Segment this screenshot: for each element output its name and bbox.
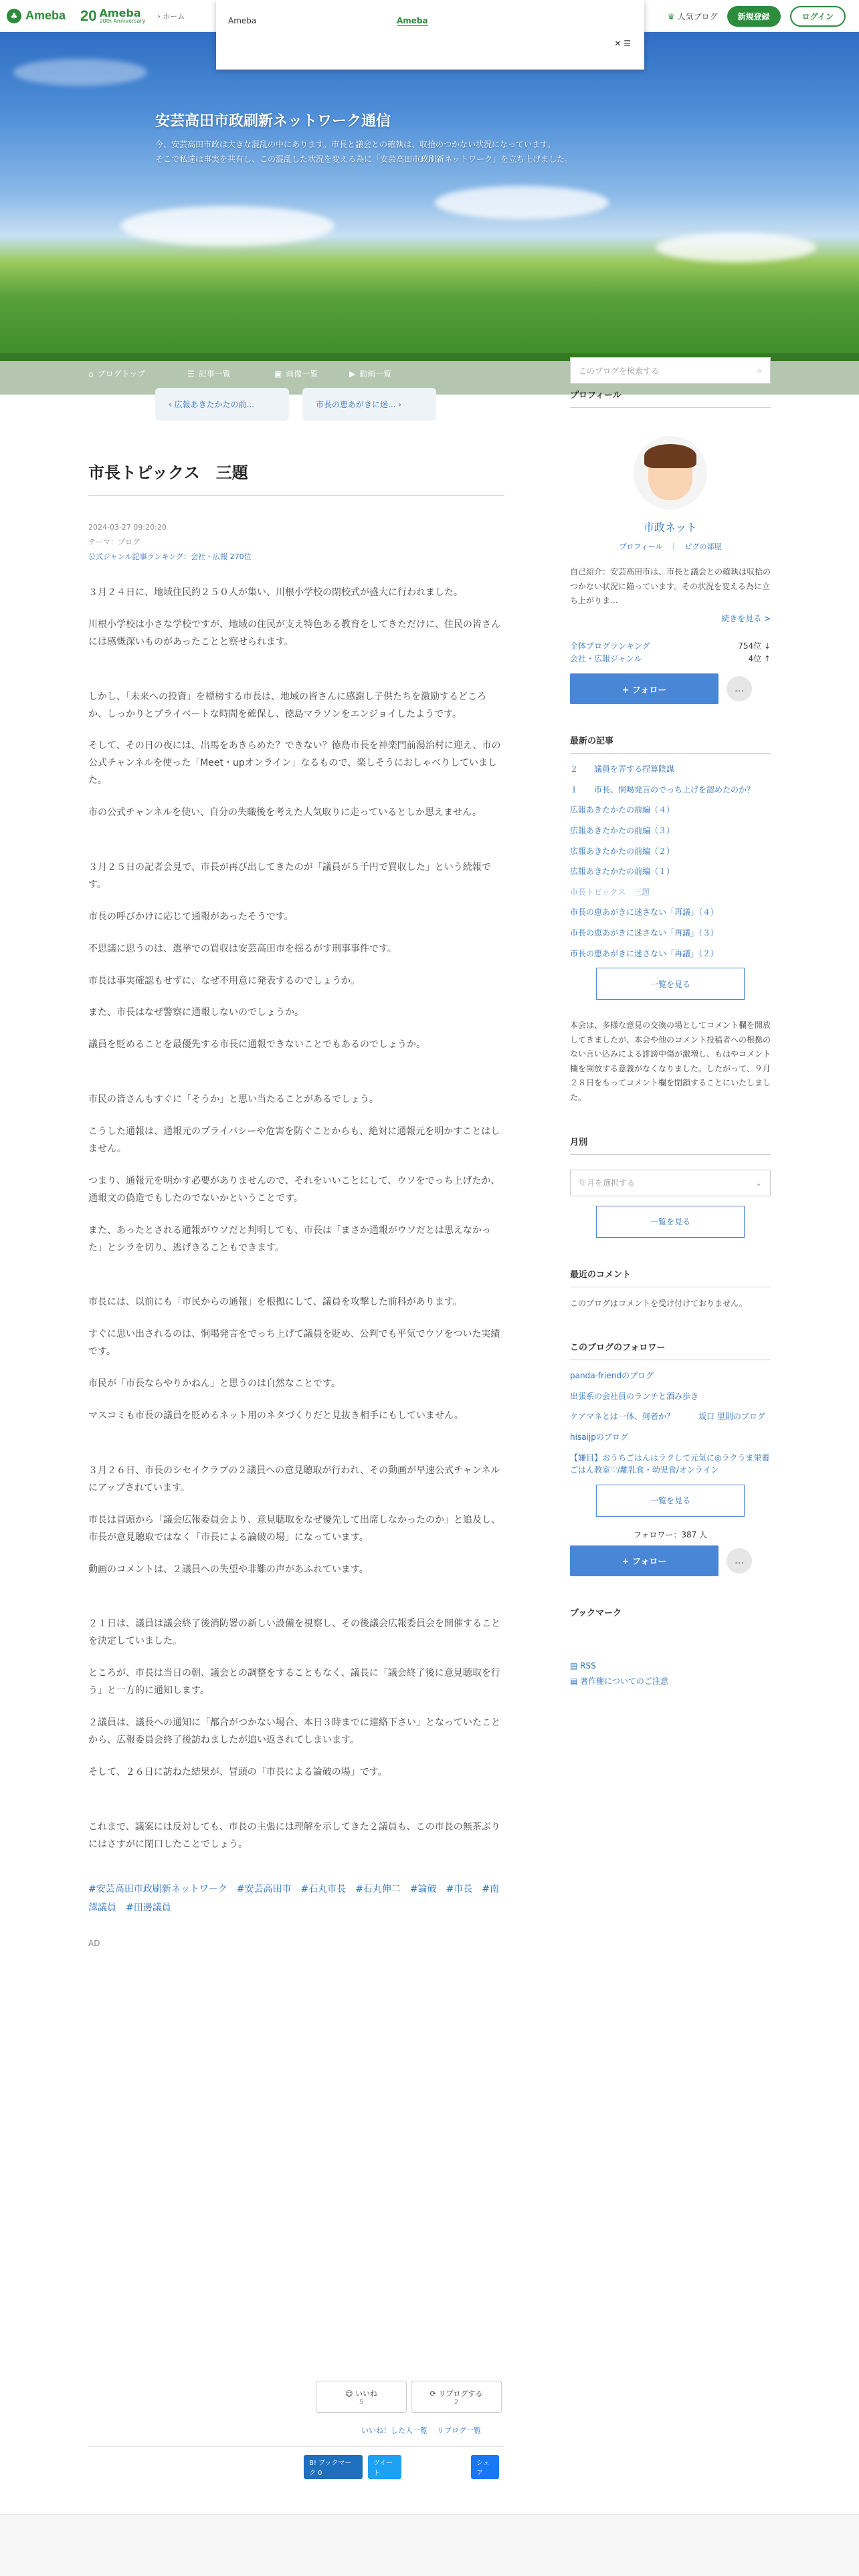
popup-link[interactable]: Ameba	[397, 16, 428, 25]
reblog-icon: ⟳	[430, 2389, 436, 2398]
article-paragraph: 川根小学校は小さな学校ですが、地域の住民が支え特色ある教育をしてきただけに、住民の皆さんには感慨深いものがあったことと察せられます。	[88, 619, 500, 647]
document-icon: ▤	[570, 1676, 578, 1686]
video-icon: ▶	[349, 368, 356, 379]
list-item[interactable]: 広報あきたかたの前編（２）	[570, 846, 675, 856]
article-paragraph: ところが、市長は当日の朝、議会との調整をすることもなく、議長に「議会終了後に意見聴取を行う」と一方的に通知します。	[88, 1668, 500, 1697]
blog-ranking	[570, 640, 771, 665]
follower-count: フォロワー：387 人	[633, 1529, 708, 1539]
rss-icon: ▤	[570, 1660, 578, 1671]
signup-button[interactable]: 新規登録	[727, 6, 781, 27]
recent-articles-section	[570, 734, 771, 1000]
list-item[interactable]: 市長の恵あがきに迷さない「再議」（２）	[570, 948, 719, 958]
article-meta	[88, 520, 504, 564]
anniversary-sub: 20th Anniversary	[99, 17, 146, 24]
article-paragraph: 市長には、以前にも「市民からの通報」を根拠にして、議員を攻撃した前科があります。	[88, 1297, 462, 1308]
nav-videos[interactable]: ▶ 動画一覧	[349, 368, 392, 379]
list-item[interactable]: 【嫌目】おうちごはんはラクして元気に◎ラクうま栄養ごはん教室♡/離乳食・幼児食/オンライン	[570, 1453, 770, 1475]
blog-search-input[interactable]: このブログを検索する ⌕	[570, 357, 771, 384]
ad-label: AD	[88, 1939, 100, 1949]
cloud-decoration	[435, 186, 609, 219]
article-paragraph: 議員を貶めることを最優先する市長に通報できないことでもあるのでしょうか。	[88, 1039, 425, 1051]
recent-comments-heading: 最近のコメント	[570, 1267, 771, 1287]
smile-icon: ☺	[345, 2389, 353, 2398]
article-paragraph: ２議員は、議長への通知に「都合がつかない場合、本日３時までに連絡下さい」となっていたことから、広報委員会終了後訪ねましたが追い返されてしまいます。	[88, 1717, 500, 1745]
follow-button[interactable]: + フォロー	[570, 673, 719, 704]
list-item[interactable]: １ 市長、恫喝発言のでっち上げを認めたのか？	[570, 784, 755, 794]
article-body	[88, 584, 504, 1853]
bookmark-section	[570, 1606, 771, 1689]
follow-row	[570, 673, 771, 704]
cloud-decoration	[120, 206, 335, 246]
profile-links: プロフィール ｜ ピグの部屋	[619, 542, 722, 551]
cloud-decoration	[13, 59, 147, 86]
list-item[interactable]: 出張系の会社員のランチと酒み歩き	[570, 1391, 699, 1401]
hashtag-list[interactable]: #安芸高田市政刷新ネットワーク #安芸高田市 #石丸市長 #石丸伸二 #論破 #市長 #南澤議員 #田邊議員	[88, 1884, 500, 1914]
blog-header-hero	[0, 32, 859, 379]
article-paragraph: 動画のコメントは、２議員への失望や非難の声があふれています。	[88, 1564, 369, 1575]
login-button[interactable]: ログイン	[790, 6, 846, 27]
footer	[0, 2514, 859, 2576]
top-right-actions	[668, 6, 846, 27]
cloud-decoration	[656, 233, 816, 262]
article-paragraph: つまり、通報元を明かす必要がありませんので、それをいいことにして、ウソをでっち上げたか、通報文の偽造でもしたのでないかということです。	[88, 1175, 500, 1204]
like-button[interactable]: ☺ いいね 5	[316, 2381, 407, 2413]
genre-ranking[interactable]: 公式ジャンル記事ランキング：会社・広報 270位	[88, 552, 252, 561]
reblog-count: 2	[454, 2398, 459, 2406]
article-paragraph: そして、その日の夜には、出馬をあきらめた？できない？徳島市長を神楽門前湯治村に迎え、市の公式チャンネルを使った「Meet・upオンライン」なるもので、楽しそうにおしゃべりしていました。	[88, 740, 501, 786]
article-paragraph: すぐに思い出されるのは、恫喝発言をでっち上げて議員を貶め、公判でも平気でウソをついた実績です。	[88, 1329, 500, 1358]
article-paragraph: 市の公式チャンネルを使い、自分の失職後を考えた人気取りに走っているとしか思えません。	[88, 807, 482, 819]
article-paragraph: 市長は冒頭から「議会広報委員会より、意見聴取をなぜ優先して出席しなかったのか」と追及し、市長が意見聴取ではなく「市長による論破の場」になっています。	[88, 1514, 500, 1543]
blog-description: 今、安芸高田市政は大きな混乱の中にあります。市長と議会との確執は、収拾のつかない状況になっています。 そこで私達は事実を共有し、この混乱した状況を変える為に「安芸高田市政刷新ネットワーク」を立ち上げました。	[155, 140, 573, 164]
bookmark-heading: ブックマーク	[570, 1608, 622, 1618]
avatar[interactable]	[634, 436, 707, 510]
next-article-link[interactable]: 市長の恵あがきに迷... ›	[302, 388, 436, 421]
profile-description: 自己紹介：安芸高田市は、市長と議会との確執は収拾のつかない状況に陥っています。その状況を変える為に立ち上がりま...	[570, 567, 771, 606]
chevron-down-icon: ⌄	[755, 1178, 762, 1188]
list-icon: ☰	[187, 368, 195, 379]
article-paragraph: こうした通報は、通報元のプライバシーや危害を防ぐことからも、絶対に通報元を明かすことはしません。	[88, 1126, 500, 1155]
list-item[interactable]: ２ 議員を弄する捏算陰謀	[570, 764, 675, 774]
reblog-list-link[interactable]: リブログ一覧	[437, 2426, 481, 2435]
read-more-link[interactable]: 続きを見る >	[721, 613, 771, 623]
popup-close-icon[interactable]: ✕ ☰	[614, 39, 631, 48]
nav-home-link[interactable]: › ホーム	[157, 11, 185, 21]
list-item[interactable]: ケアマネとは一体、何者か？ 坂口 里則のブログ	[570, 1412, 765, 1422]
article-paragraph: 市民の皆さんもすぐに「そうか」と思い当たることがあるでしょう。	[88, 1094, 379, 1105]
profile-name[interactable]: 市政ネット	[643, 521, 697, 534]
pigg-room-link[interactable]: ピグの部屋	[684, 542, 722, 551]
profile-link[interactable]: プロフィール	[619, 542, 663, 551]
comment-policy-note: 本会は、多様な意見の交換の場としてコメント欄を開放してきましたが、本会や他のコメント投稿者への根拠のない言い込みによる誹謗中傷が激増し、もはやコメント欄を開放する意義がなくなりました。したがって、９月２８日をもってコメント欄を閉鎖することにいたしました。	[570, 1021, 771, 1103]
blog-title[interactable]: 安芸高田市政刷新ネットワーク通信	[155, 113, 391, 130]
genre-ranking[interactable]: 会社・広報ジャンル 4位 ↑	[570, 653, 771, 663]
article-date: 2024-03-27 09:20:20	[88, 523, 167, 532]
ameba-logo-text: Ameba	[25, 9, 66, 22]
tweet-button[interactable]: ツイート	[368, 2455, 401, 2479]
article-paragraph: 市長の呼びかけに応じて通報があったそうです。	[88, 911, 294, 922]
image-icon: ▣	[274, 368, 282, 379]
avatar-hair	[644, 444, 696, 468]
article-paragraph: これまで、議案には反対しても、市長の主張には理解を示してきた２議員も、この市長の無茶ぶりにはさすがに閉口したことでしょう。	[88, 1821, 500, 1850]
ameba-logo-icon: ♣	[7, 9, 21, 23]
like-list-link[interactable]: いいね！した人一覧	[361, 2426, 427, 2435]
copyright-link[interactable]: ▤ 著作権についてのご注意	[570, 1676, 668, 1686]
article-paragraph: ３月２４日に、地域住民約２５０人が集い、川根小学校の閉校式が盛大に行われました。	[88, 587, 463, 598]
popup-text: Ameba	[228, 16, 257, 25]
followers-section	[570, 1340, 771, 1576]
month-select[interactable]: 年月を選択する ⌄	[570, 1170, 771, 1196]
article-paragraph: ２１日は、議員は議会終了後消防署の新しい設備を視察し、その後議会広報委員会を開催することを決定していました。	[88, 1618, 500, 1647]
list-item-current[interactable]: 市長トピックス 三題	[570, 887, 650, 897]
more-options-icon[interactable]: …	[727, 1548, 752, 1574]
article-pager	[155, 388, 504, 421]
list-item[interactable]: 広報あきたかたの前編（１）	[570, 867, 675, 877]
share-bar	[88, 2446, 504, 2479]
no-comments-text: このブログはコメントを受け付けておりません。	[570, 1298, 747, 1308]
like-count: 5	[359, 2398, 364, 2406]
sidebar	[570, 388, 771, 1689]
article-paragraph: ３月２６日、市長のシセイクラブの２議員への意見聴取が行われ、その動画が早速公式チャンネルにアップされています。	[88, 1465, 500, 1493]
search-icon[interactable]: ⌕	[757, 365, 762, 375]
article-paragraph: 不思議に思うのは、選挙での買収は安芸高田市を揺るがす刑事事件です。	[88, 943, 397, 954]
prev-article-link[interactable]: ‹ 広報あきたかたの前...	[155, 388, 289, 421]
follow-row-bottom	[570, 1545, 771, 1576]
followers-heading: このブログのフォロワー	[570, 1340, 771, 1360]
recent-articles-heading: 最新の記事	[570, 734, 771, 754]
article-paragraph: また、あったとされる通報がウソだと判明しても、市長は「まさか通報がウソだとは思えなかった」とシラを切り、逃げきることもできます。	[88, 1224, 491, 1253]
list-item[interactable]: hisaijpのブログ	[570, 1432, 628, 1442]
article-paragraph: 市長は事実確認もせずに、なぜ不用意に発表するのでしょうか。	[88, 975, 360, 986]
follow-button[interactable]: + フォロー	[570, 1545, 719, 1576]
ameba-logo[interactable]	[7, 9, 66, 23]
home-icon: ⌂	[88, 368, 94, 379]
article-paragraph: しかし、「未来への投資」を標榜する市長は、地域の皆さんに感謝し子供たちを激励するどころか、しっかりとプライベートな時間を確保し、徳島マラソンをエンジョイしたようです。	[88, 691, 486, 720]
article-column	[88, 388, 504, 1948]
article-paragraph: そして、２６日に訪ねた結果が、冒頭の「市長による論破の場」です。	[88, 1766, 387, 1778]
popular-blog-link[interactable]: ♛ 人気ブログ	[667, 11, 718, 21]
recent-comments-section	[570, 1267, 771, 1311]
anniversary-logo[interactable]	[80, 7, 145, 25]
anniversary-title: Ameba	[99, 6, 141, 19]
nav-blog-top[interactable]: ⌂ ブログトップ	[88, 368, 146, 379]
bookmark-links	[570, 1658, 771, 1689]
article-paragraph: また、市長はなぜ警察に通報しないのでしょうか。	[88, 1007, 304, 1018]
followers-list	[570, 1370, 771, 1477]
rss-link[interactable]: ▤ RSS	[570, 1660, 596, 1671]
hatena-bookmark-button[interactable]: B! ブックマーク 0	[304, 2455, 363, 2479]
global-nav	[157, 11, 185, 21]
nav-images[interactable]: ▣ 画像一覧	[274, 368, 318, 379]
list-item[interactable]: 市長の恵あがきに迷さない「再議」（３）	[570, 928, 719, 938]
monthly-list-button[interactable]: 一覧を見る	[596, 1206, 745, 1238]
recent-articles-list	[570, 763, 771, 960]
recent-list-button[interactable]: 一覧を見る	[596, 968, 745, 1000]
reblog-button[interactable]: ⟳ リブログする 2	[411, 2381, 502, 2413]
facebook-share-button[interactable]: シェア	[471, 2455, 499, 2479]
article-title[interactable]: 市長トピックス 三題	[88, 459, 504, 496]
overall-ranking[interactable]: 全体ブログランキング 754位 ↓	[570, 641, 771, 651]
crown-icon: ♛	[667, 11, 675, 21]
nav-articles[interactable]: ☰ 記事一覧	[187, 368, 231, 379]
reaction-links	[361, 2425, 481, 2436]
followers-list-button[interactable]: 一覧を見る	[596, 1485, 745, 1517]
article-paragraph: 市民が「市長ならやりかねん」と思うのは自然なことです。	[88, 1378, 341, 1390]
monthly-section	[570, 1135, 771, 1238]
list-item[interactable]: panda-friendのブログ	[570, 1371, 654, 1381]
list-item[interactable]: 市長の恵あがきに迷さない「再議」（４）	[570, 907, 719, 918]
promo-popup	[216, 0, 644, 70]
article-theme[interactable]: テーマ：ブログ	[88, 538, 140, 546]
article-paragraph: ３月２５日の記者会見で、市長が再び出してきたのが「議員が５千円で買収した」という続報です。	[88, 862, 491, 890]
monthly-heading: 月別	[570, 1135, 771, 1155]
list-item[interactable]: 広報あきたかたの前編（４）	[570, 805, 675, 815]
list-item[interactable]: 広報あきたかたの前編（３）	[570, 825, 675, 835]
anniversary-number: 20	[80, 7, 97, 24]
reaction-buttons	[316, 2381, 502, 2413]
profile-heading: プロフィール	[570, 388, 771, 408]
more-options-icon[interactable]: …	[727, 676, 752, 702]
article-paragraph: マスコミも市長の議員を貶めるネット用のネタづくりだと見抜き相手にもしていません。	[88, 1410, 464, 1422]
